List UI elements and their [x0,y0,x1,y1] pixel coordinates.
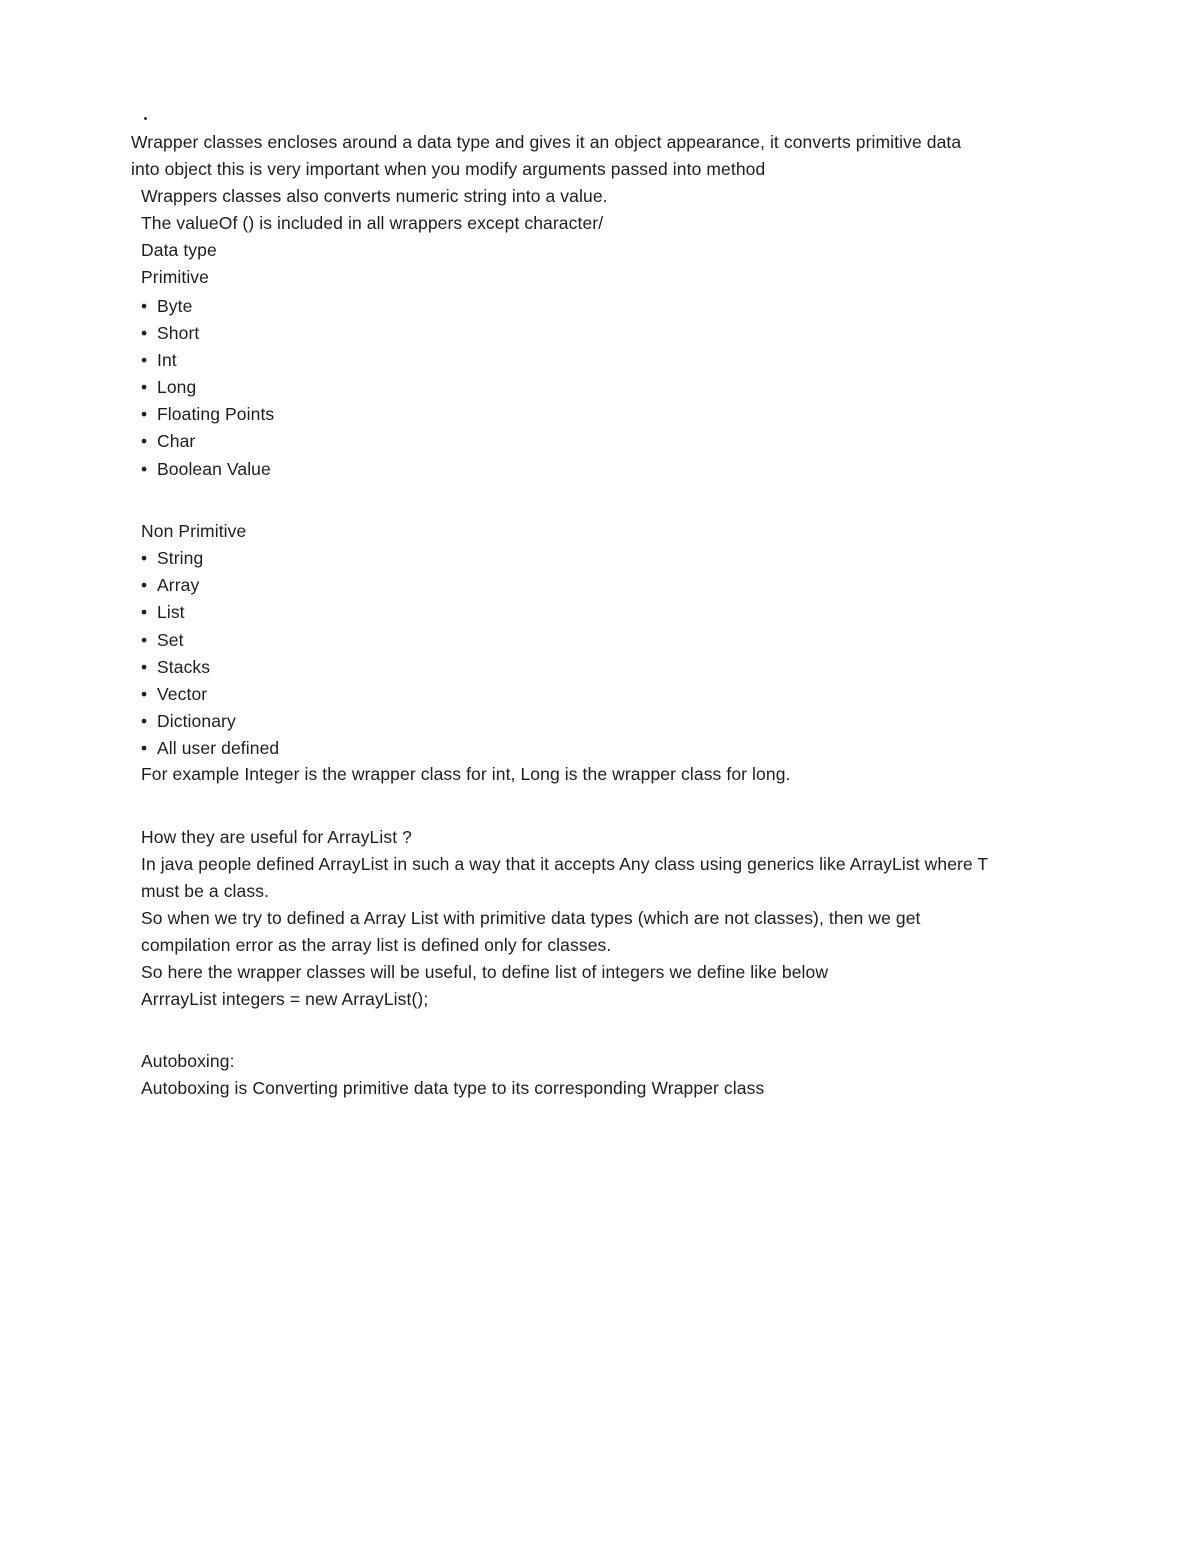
primitive-heading: Primitive [141,267,209,287]
list-item: • Short [141,323,200,343]
list-item: • List [141,602,185,622]
intro-line-4: The valueOf () is included in all wrappers except character/ [141,213,604,233]
bullet-icon: • [141,548,148,568]
arraylist-line: In java people defined ArrayList in such a way that it accepts Any class using generics like ArrayList where T [141,854,989,874]
arraylist-line: must be a class. [141,881,270,901]
bullet-icon: • [141,377,148,397]
bullet-icon: • [141,296,148,316]
bullet-icon: • [141,459,148,479]
arraylist-line: So here the wrapper classes will be useful, to define list of integers we define like below [141,962,829,982]
arraylist-code-line: ArrrayList integers = new ArrayList(); [141,989,429,1009]
bullet-icon: • [141,657,148,677]
list-item: • Char [141,431,196,451]
autoboxing-text: Autoboxing is Converting primitive data type to its corresponding Wrapper class [141,1078,765,1098]
intro-line-1: Wrapper classes encloses around a data type and gives it an object appearance, it converts primitive data [131,132,962,152]
arraylist-heading: How they are useful for ArrayList ? [141,827,412,847]
bullet-icon: • [141,602,148,622]
arraylist-line: So when we try to defined a Array List with primitive data types (which are not classes), then we get [141,908,921,928]
list-item: • Vector [141,684,208,704]
bullet-icon: • [141,323,148,343]
list-item: • Int [141,350,177,370]
list-item: • All user defined [141,738,280,758]
list-item: • Dictionary [141,711,236,731]
bullet-icon: • [141,684,148,704]
example-line: For example Integer is the wrapper class for int, Long is the wrapper class for long. [141,764,791,784]
autoboxing-heading: Autoboxing: [141,1051,235,1071]
non-primitive-heading: Non Primitive [141,521,247,541]
bullet-icon: • [141,404,148,424]
bullet-icon: • [141,575,148,595]
bullet-icon: • [141,630,148,650]
bullet-icon: • [141,350,148,370]
list-item: • Byte [141,296,193,316]
list-item: • Long [141,377,197,397]
stray-dot-mark [144,117,147,120]
intro-line-3: Wrappers classes also converts numeric string into a value. [141,186,608,206]
arraylist-line: compilation error as the array list is defined only for classes. [141,935,612,955]
list-item: • Array [141,575,200,595]
list-item: • Boolean Value [141,459,271,479]
list-item: • Floating Points [141,404,275,424]
data-type-heading: Data type [141,240,217,260]
list-item: • Stacks [141,657,211,677]
list-item: • Set [141,630,184,650]
bullet-icon: • [141,431,148,451]
bullet-icon: • [141,738,148,758]
list-item: • String [141,548,204,568]
bullet-icon: • [141,711,148,731]
intro-line-2: into object this is very important when you modify arguments passed into method [131,159,766,179]
